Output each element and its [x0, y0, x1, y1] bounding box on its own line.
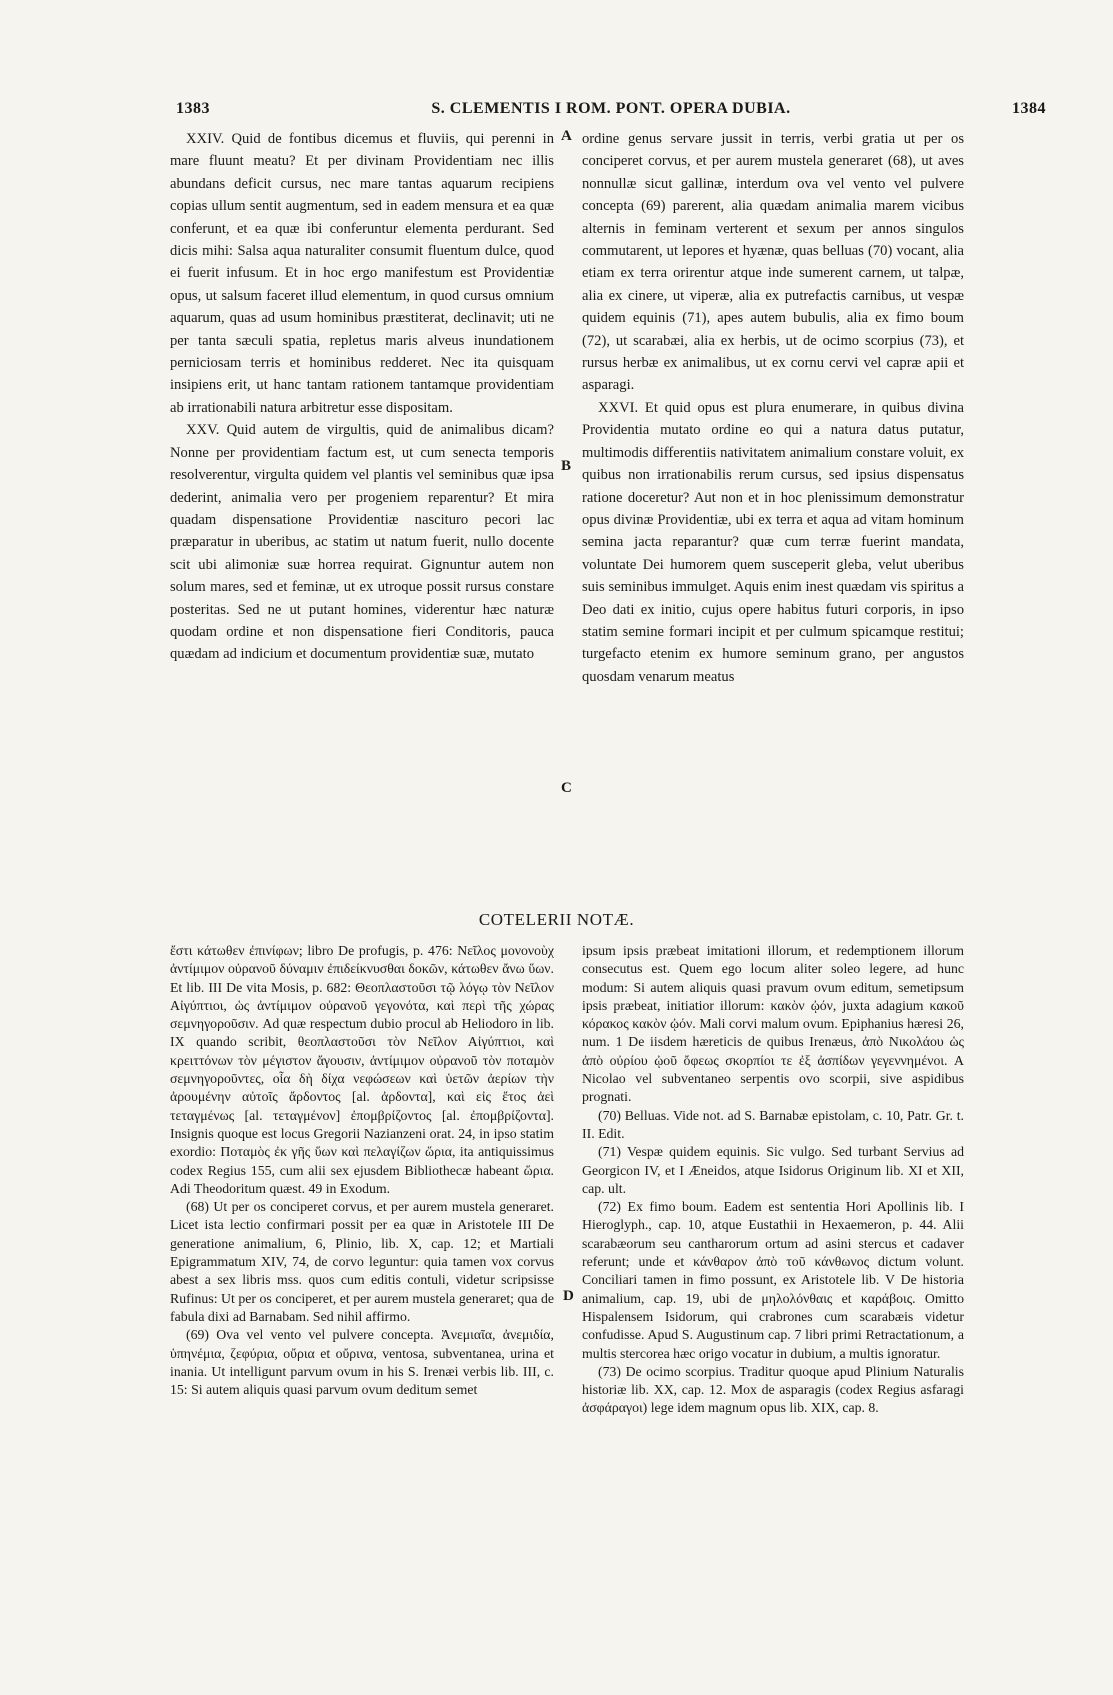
- main-text-right-column: [582, 128, 964, 688]
- running-header: [176, 100, 1046, 126]
- note-continued: ἔστι κάτωθεν ἐπινίφων; libro De profugis, p. 476: Νεῖλος μονονοὺχ ἀντίμιμον οὐρανοῦ δύναμιν ἐπιδείκνυσθαι δοκῶν, κάτωθεν ἄνω ὕων. Et lib. III De vita Mosis, p. 682: Θεοπλαστοῦσι τῷ λόγῳ τὸν Νεῖλον Αἰγύπτιοι, ὡς ἀντίμιμον οὐρανοῦ γεγονότα, καὶ περὶ τῆς χώρας σεμνηγοροῦσιν. Ad quæ respectum dubio procul ab Heliodoro in lib. IX quando scribit, θεοπλαστοῦσι τὸν Νεῖλον Αἰγύπτιοι, καὶ κρειττόνων τὸν μέγιστον ἄγουσιν, ἀντίμιμον οὐρανοῦ τὸν ποταμὸν σεμνηγοροῦντες, οἷα δὴ δίχα νεφώσεων καὶ ὑετῶν ἀερίων τὴν ἀρουμένην αὐτοῖς ἄρδοντος [al. ἀρδοντα], καὶ εἰς ἔτος ἀεὶ τεταγμένως [al. τεταγμένον] ἐπομβρίζοντος [al. ἐπομβρίζοντα]. Insignis quoque est locus Gregorii Nazianzeni orat. 24, in ipso statim exordio: Ποταμὸς ἐκ γῆς ὕων καὶ πελαγίζων ὥρια, ita antiquissimus codex Regius 155, cum alii sex ejusdem Bibliothecæ habeant ὥρια. Adi Theodoritum quæst. 49 in Exodum.: [170, 943, 554, 1196]
- notes-heading: COTELERII NOTÆ.: [478, 910, 635, 929]
- note-71: (71) Vespæ quidem equinis. Sic vulgo. Sed turbant Servius ad Georgicon IV, et I Æneidos, atque Isidorus Originum lib. XI et XII, cap. ult.: [582, 1144, 964, 1196]
- margin-letter-b: B: [561, 458, 572, 474]
- note-73: (73) De ocimo scorpius. Traditur quoque apud Plinium Naturalis historiæ lib. XX, cap. 12. Mox de asparagis (codex Regius asfaragi ἀσφάραγοι) lege idem magnum opus lib. XIX, cap. 8.: [582, 1363, 964, 1416]
- notes-left-column: [170, 942, 554, 1399]
- margin-letter-a: A: [561, 128, 572, 144]
- main-text-left-column: [170, 128, 554, 666]
- note-72: (72) Ex fimo boum. Eadem est sententia Hori Apollinis lib. I Hieroglyph., cap. 10, atque Eustathii in Hexaemeron, p. 44. Alii scarabæorum seu cantharorum ortum ad asini stercus et cadaver referunt; unde et κάνθαρον ἀπὸ τοῦ κάνθωνος dictum volunt. Conciliari tamen in fimo possunt, ex Aristotele lib. V De historia animalium, cap. 19, ubi de μηλολόνθαις et καράβοις. Omitto Hispalensem Isidorum, qui crabrones cum scarabæis videtur confudisse. Apud S. Augustinum cap. 7 libri primi Retractationum, a multis stercorea hæc origo vocatur in dubium, a multis ignoratur.: [582, 1199, 964, 1361]
- page-number-right: 1384: [1012, 100, 1046, 117]
- chapter-xxvi: XXVI. Et quid opus est plura enumerare, in quibus divina Providentia mutato ordine eo qui a natura datus putatur, multimodis differentiis nativitatem animalium constare voluit, ex quibus non irrationabilis rerum cursus, sed ipsius dispensatus ratione doceretur? Aut non et in hoc plenissimum demonstratur opus divinæ Providentiæ, ubi ex terra et aqua ad vitam hominum semina jacta reparantur? quæ cum terræ fuerint mandata, voluntate Dei humorem quem susceperit gleba, velut uberibus suis seminibus immulget. Aquis enim inest quædam vis spiritus a Deo dati ex initio, cujus opere habitus futuri corporis, in ipso statim semine formari incipit et per culmum spicamque restitui; turgefacto etenim ex humore seminum grano, per angustos quosdam venarum meatus: [582, 399, 964, 685]
- margin-letter-d: D: [563, 1288, 574, 1304]
- note-69-continued: ipsum ipsis præbeat imitationi illorum, et redemptionem illorum consecutus est. Quem ego locum aliter soleo legere, ad hunc modum: Si autem aliquis quasi pravum ovum editum, semetipsum ipsis præbeat, initiatior illorum: κακὸν ᾠόν, juxta adagium κακοῦ κόρακος κακὸν ᾠόν. Mali corvi malum ovum. Epiphanius hæresi 26, num. 1 De iisdem hæreticis de quibus Irenæus, ἀπὸ Νικολάου ὡς ἀπὸ οὐρίου ᾠοῦ ὄφεως σκορπίοι τε ἐξ ἀσπίδων γεγεννημένοι. A Nicolao vel subventaneo serpentis ovo scorpii, sive aspidibus prognati.: [582, 943, 964, 1105]
- chapter-xxv-continued: ordine genus servare jussit in terris, verbi gratia ut per os conciperet corvus, et per aurem mustela generaret (68), ut aves nonnullæ sicut gallinæ, interdum ova vel vento vel pulvere concepta (69) parerent, alia quædam animalia marem vicibus alternis in feminam verterent et sexum per annos singulos commutarent, ut lepores et hyænæ, quas belluas (70) vocant, alia etiam ex terra orirentur atque inde sumerent carnem, ut talpæ, alia ex cinere, ut viperæ, alia ex putrefactis carnibus, ut vespæ quidem equinis (71), apes autem bubulis, alia ex fimo boum (72), ut scarabæi, alia ex herbis, ut de ocimo scorpius (73), et rursus herbæ ex animalibus, ut ex cornu cervi vel capræ apii et asparagi.: [582, 131, 964, 394]
- page-number-left: 1383: [176, 100, 210, 117]
- chapter-xxv: XXV. Quid autem de virgultis, quid de animalibus dicam? Nonne per providentiam factum est, ut cum senecta temporis resolverentur, virgulta quidem vel plantis vel seminibus quæ ipsa dederint, animalia vero per progeniem reparentur? Et mira quadam dispensatione Providentiæ nascituro pecori lac præparatur in uberibus, ac statim ut natum fuerit, nullo docente scit ubi alimoniæ suæ horrea requirat. Gignuntur autem non solum mares, sed et feminæ, ut ex utroque possit rursus constare posteritas. Sed ne ut putant homines, viderentur hæc naturæ quodam ordine et non dispensatione fieri Conditoris, pauca quædam ad indicium et documentum providentiæ suæ, mutato: [170, 422, 554, 663]
- note-69: (69) Ova vel vento vel pulvere concepta. Ἀνεμιαῖα, ἀνεμιδία, ὑπηνέμια, ζεφύρια, οὔρια et οὔρινα, ventosa, subventanea, urina et inania. Ut intelligunt parvum ovum in his S. Irenæi verbis lib. III, c. 15: Si autem aliquis quasi parvum ovum deditum semet: [170, 1327, 554, 1398]
- running-title: S. CLEMENTIS I ROM. PONT. OPERA DUBIA.: [431, 100, 791, 117]
- chapter-xxiv: XXIV. Quid de fontibus dicemus et fluviis, qui perenni in mare fluunt meatu? Et per divinam Providentiam nec illis abundans deficit cursus, nec mare tantas aquarum recipiens copias ullum sentit augmentum, sed in eadem mensura et ea quæ conferunt, et ea quæ ibi conferuntur elementa perdurant. Sed dicis mihi: Salsa aqua naturaliter consumit fluentum dulce, quod ei fuerit infusum. Et in hoc ergo manifestum est Providentiæ opus, ut salsum faceret illud elementum, in quod cursus omnium aquarum, quas ad usum hominibus præstiterat, declinavit; uti ne per tanta sæculi spatia, repletus maris alveus inundationem perniciosam terris et hominibus redderet. Nec ita quisquam insipiens erit, ut hanc tantam rationem tantamque providentiam ab irrationabili natura arbitretur esse dispositam.: [170, 131, 554, 416]
- notes-right-column: [582, 942, 964, 1418]
- margin-letter-c: C: [561, 780, 572, 796]
- note-68: (68) Ut per os conciperet corvus, et per aurem mustela generaret. Licet ista lectio confirmari possit per ea quæ in Aristotele III De generatione animalium, 6, Plinio, lib. X, cap. 12; et Martiali Epigrammatum XIV, 74, de corvo leguntur: quia tamen vox corvus abest a sex libris mss. quos cum editis contuli, videtur scripsisse Rufinus: Ut per os conciperet, et per aurem mustela generaret; qua de fabula dixi ad Barnabam. Sed nihil affirmo.: [170, 1199, 554, 1324]
- note-70: (70) Belluas. Vide not. ad S. Barnabæ epistolam, c. 10, Patr. Gr. t. II. Edit.: [582, 1107, 964, 1141]
